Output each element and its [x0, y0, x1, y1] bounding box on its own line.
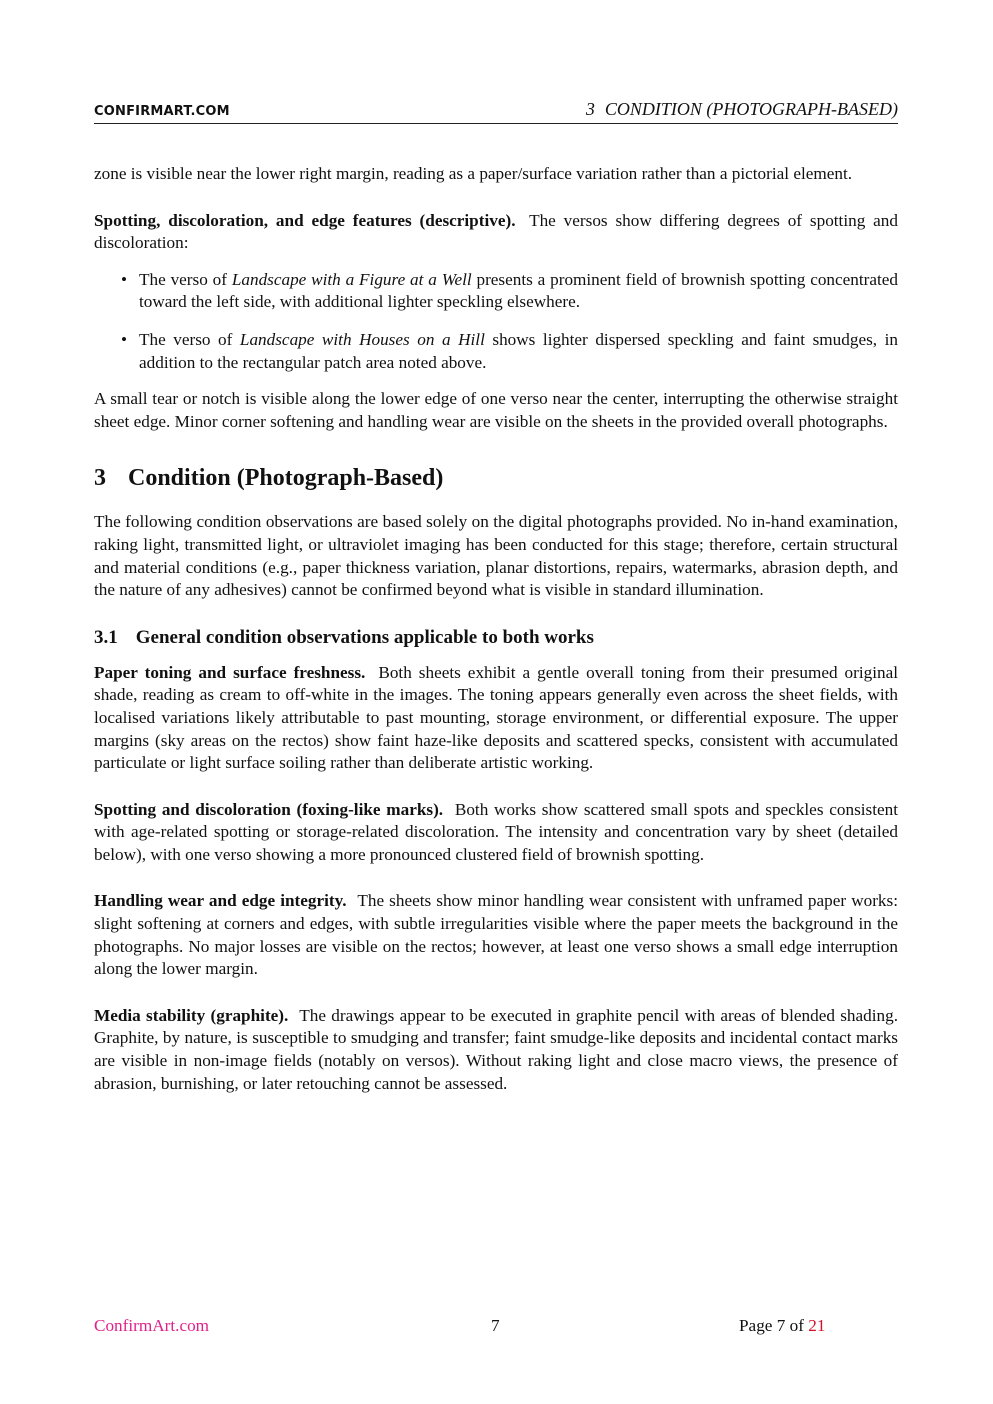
section-heading	[94, 463, 898, 493]
confirmart-logo: CONFIRMART.COM	[94, 104, 230, 119]
bullet-text: The verso of	[139, 269, 232, 289]
section-number: 3	[94, 465, 106, 492]
artwork-title: Landscape with a Figure at a Well	[231, 269, 472, 289]
section-intro: The following condition observations are based solely on the digital photographs provided. No in-hand examination, raking light, transmitted light, or ultraviolet imaging has been conducted for this stage; therefore, certain structural and material conditions (e.g., paper thickness variation, planar distortions, repairs, watermarks, abrasion depth, and the nature of any adhesives) cannot be confirmed beyond what is visible in standard illumination.	[94, 512, 898, 600]
page-of-label: Page 7 of	[739, 1316, 809, 1335]
section-title: Condition (Photograph-Based)	[128, 465, 444, 492]
media-stability-paragraph	[94, 1005, 898, 1095]
page-header	[94, 97, 898, 124]
subsection-number: 3.1	[94, 626, 118, 648]
running-section-text: CONDITION (PHOTOGRAPH-BASED)	[604, 99, 898, 119]
handling-wear-paragraph	[94, 890, 898, 980]
running-section-number: 3	[585, 99, 595, 119]
footer-page-number: 7	[491, 1316, 500, 1335]
bullet-text: presents a prominent field of brownish spotting concentrated toward the left side, with additional lighter speckling elsewhere.	[139, 269, 898, 312]
verso-list	[94, 269, 898, 374]
paragraph-lead: Spotting, discoloration, and edge features (descriptive).	[94, 210, 516, 230]
spotting-paragraph	[94, 210, 898, 255]
paragraph-text: The sheets show minor handling wear consistent with unframed paper works: slight softening at corners and edges, with subtle irregularities visible where the paper meets the background in the photographs. No major losses are visible on the rectos; however, at least one verso shows a small edge interruption along the lower margin.	[94, 891, 898, 979]
paragraph-lead: Spotting and discoloration (foxing-like marks).	[94, 799, 444, 819]
spotting-discoloration-paragraph	[94, 799, 898, 867]
subsection-title: General condition observations applicable to both works	[135, 626, 594, 648]
continued-paragraph: zone is visible near the lower right margin, reading as a paper/surface variation rather than a pictorial element.	[94, 164, 853, 183]
list-item	[139, 269, 898, 314]
paragraph-lead: Paper toning and surface freshness.	[94, 662, 366, 682]
paragraph-text: Both works show scattered small spots and speckles consistent with age-related spotting or storage-related discoloration. The intensity and concentration vary by sheet (detailed below), with one verso showing a more pronounced clustered field of brownish spotting.	[94, 799, 898, 864]
page-footer	[94, 1316, 898, 1340]
bullet-text: The verso of	[139, 329, 240, 349]
page-body	[94, 163, 898, 1095]
artwork-title: Landscape with Houses on a Hill	[239, 329, 485, 349]
paragraph-text: The versos show differing degrees of spotting and discoloration:	[94, 210, 898, 253]
tear-paragraph: A small tear or notch is visible along the lower edge of one verso near the center, interrupting the otherwise straight sheet edge. Minor corner softening and handling wear are visible on the sheets in the provided overall photographs.	[94, 389, 898, 431]
bullet-text: shows lighter dispersed speckling and faint smudges, in addition to the rectangular patch area noted above.	[139, 329, 898, 372]
total-pages-link[interactable]: 21	[808, 1316, 826, 1335]
footer-site-link[interactable]: ConfirmArt.com	[94, 1316, 210, 1335]
subsection-heading	[94, 626, 898, 650]
paragraph-lead: Media stability (graphite).	[94, 1005, 289, 1025]
document-page	[94, 0, 898, 1404]
running-section-title	[586, 99, 898, 123]
paragraph-text: The drawings appear to be executed in graphite pencil with areas of blended shading. Graphite, by nature, is susceptible to smudging and transfer; faint smudge-like deposits and incidental contact marks are visible in non-image fields (notably on versos). Without raking light and close macro views, the presence of abrasion, burnishing, or later retouching cannot be assessed.	[94, 1005, 898, 1093]
list-item	[139, 329, 898, 374]
toning-paragraph	[94, 662, 898, 775]
paragraph-lead: Handling wear and edge integrity.	[94, 891, 347, 911]
paragraph-text: Both sheets exhibit a gentle overall toning from their presumed original shade, reading as cream to off-white in the images. The toning appears generally even across the sheet fields, with localised variations likely attributable to past mounting, storage environment, or differential exposure. The upper margins (sky areas on the rectos) show faint haze-like deposits and scattered specks, consistent with accumulated particulate or light surface soiling rather than deliberate artistic working.	[94, 662, 899, 773]
footer-page-of	[739, 1316, 825, 1336]
